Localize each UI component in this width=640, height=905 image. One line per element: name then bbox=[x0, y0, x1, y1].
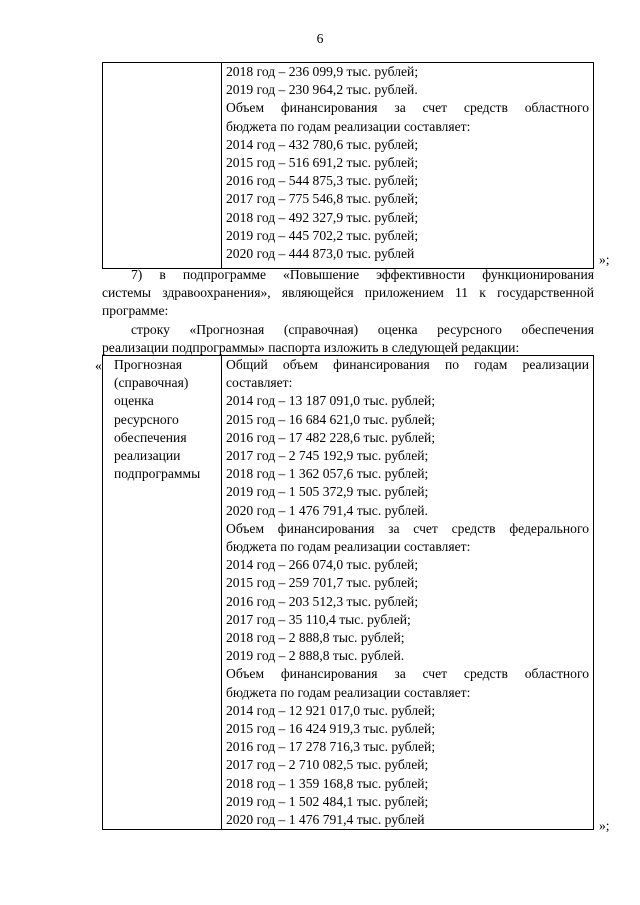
paragraph-7-line: 7) в подпрограмме «Повышение эффективности функционирования bbox=[131, 267, 594, 282]
funding-heading-line: Объем финансирования за счет средств федерального bbox=[226, 520, 589, 536]
funding-heading-line: бюджета по годам реализации составляет: bbox=[226, 118, 471, 134]
funding-line: 2017 год – 2 745 192,9 тыс. рублей; bbox=[226, 448, 429, 464]
funding-line: 2018 год – 2 888,8 тыс. рублей; bbox=[226, 630, 405, 646]
row-label-line: подпрограммы bbox=[114, 466, 201, 482]
funding-line: 2017 год – 35 110,4 тыс. рублей; bbox=[226, 611, 411, 627]
row-label-line: Прогнозная bbox=[114, 357, 182, 372]
paragraph-7-line: программе: bbox=[102, 303, 169, 319]
funding-line: 2016 год – 17 278 716,3 тыс. рублей; bbox=[226, 739, 436, 755]
funding-line: 2016 год – 544 875,3 тыс. рублей; bbox=[226, 173, 419, 189]
funding-line: 2014 год – 266 074,0 тыс. рублей; bbox=[226, 557, 419, 573]
instruction-line: строку «Прогнозная (справочная) оценка ресурсного обеспечения bbox=[131, 322, 594, 337]
passport-row-table bbox=[102, 355, 594, 830]
funding-line: 2018 год – 1 362 057,6 тыс. рублей; bbox=[226, 466, 429, 482]
table1-right-cell bbox=[222, 63, 594, 269]
row-label-line: оценка bbox=[114, 393, 154, 409]
funding-line: 2020 год – 1 476 791,4 тыс. рублей. bbox=[226, 502, 428, 518]
funding-heading-line: Общий объем финансирования по годам реализации bbox=[226, 357, 589, 372]
page-number: 6 bbox=[316, 31, 324, 46]
funding-line: 2019 год – 230 964,2 тыс. рублей. bbox=[226, 82, 418, 98]
funding-line: 2015 год – 516 691,2 тыс. рублей; bbox=[226, 155, 419, 171]
row-label-line: ресурсного bbox=[114, 411, 179, 427]
funding-line: 2018 год – 1 359 168,8 тыс. рублей; bbox=[226, 775, 429, 791]
funding-line: 2014 год – 12 921 017,0 тыс. рублей; bbox=[226, 702, 436, 718]
row-label-line: (справочная) bbox=[114, 375, 189, 391]
funding-heading-line: Объем финансирования за счет средств областного bbox=[226, 666, 589, 682]
funding-line: 2019 год – 1 502 484,1 тыс. рублей; bbox=[226, 793, 429, 809]
funding-heading-line: Объем финансирования за счет средств областного bbox=[226, 100, 589, 116]
row-label-line: обеспечения bbox=[114, 429, 187, 445]
funding-line: 2015 год – 259 701,7 тыс. рублей; bbox=[226, 575, 419, 591]
instruction-paragraph bbox=[102, 321, 594, 357]
paragraph-7-line: системы здравоохранения», являющейся приложением 11 к государственной bbox=[102, 285, 594, 301]
row-label-line: реализации bbox=[114, 448, 181, 464]
funding-line: 2016 год – 203 512,3 тыс. рублей; bbox=[226, 593, 419, 609]
funding-heading-line: бюджета по годам реализации составляет: bbox=[226, 684, 471, 700]
funding-line: 2014 год – 432 780,6 тыс. рублей; bbox=[226, 136, 419, 152]
instruction-line: реализации подпрограммы» паспорта изложить в следующей редакции: bbox=[102, 340, 520, 356]
funding-line: 2020 год – 444 873,0 тыс. рублей bbox=[226, 246, 415, 262]
funding-line: 2020 год – 1 476 791,4 тыс. рублей bbox=[226, 812, 425, 828]
funding-line: 2014 год – 13 187 091,0 тыс. рублей; bbox=[226, 393, 436, 409]
funding-line: 2019 год – 2 888,8 тыс. рублей. bbox=[226, 648, 405, 664]
funding-line: 2019 год – 445 702,2 тыс. рублей; bbox=[226, 227, 419, 243]
opening-quote: « bbox=[95, 358, 102, 373]
funding-table-continued bbox=[102, 62, 594, 269]
funding-heading-line: составляет: bbox=[226, 375, 293, 391]
funding-line: 2015 год – 16 424 919,3 тыс. рублей; bbox=[226, 721, 436, 737]
funding-line: 2015 год – 16 684 621,0 тыс. рублей; bbox=[226, 411, 436, 427]
funding-line: 2018 год – 492 327,9 тыс. рублей; bbox=[226, 209, 419, 225]
funding-line: 2018 год – 236 099,9 тыс. рублей; bbox=[226, 64, 419, 79]
closing-quote: »; bbox=[599, 818, 610, 833]
funding-heading-line: бюджета по годам реализации составляет: bbox=[226, 539, 471, 555]
funding-line: 2017 год – 2 710 082,5 тыс. рублей; bbox=[226, 757, 429, 773]
row-label-cell bbox=[103, 356, 222, 830]
funding-line: 2017 год – 775 546,8 тыс. рублей; bbox=[226, 191, 419, 207]
table1-left-cell bbox=[103, 63, 222, 269]
funding-line: 2019 год – 1 505 372,9 тыс. рублей; bbox=[226, 484, 429, 500]
funding-line: 2016 год – 17 482 228,6 тыс. рублей; bbox=[226, 429, 436, 445]
row-value-cell bbox=[222, 356, 594, 830]
paragraph-7 bbox=[102, 266, 594, 321]
closing-quote: »; bbox=[599, 252, 610, 267]
